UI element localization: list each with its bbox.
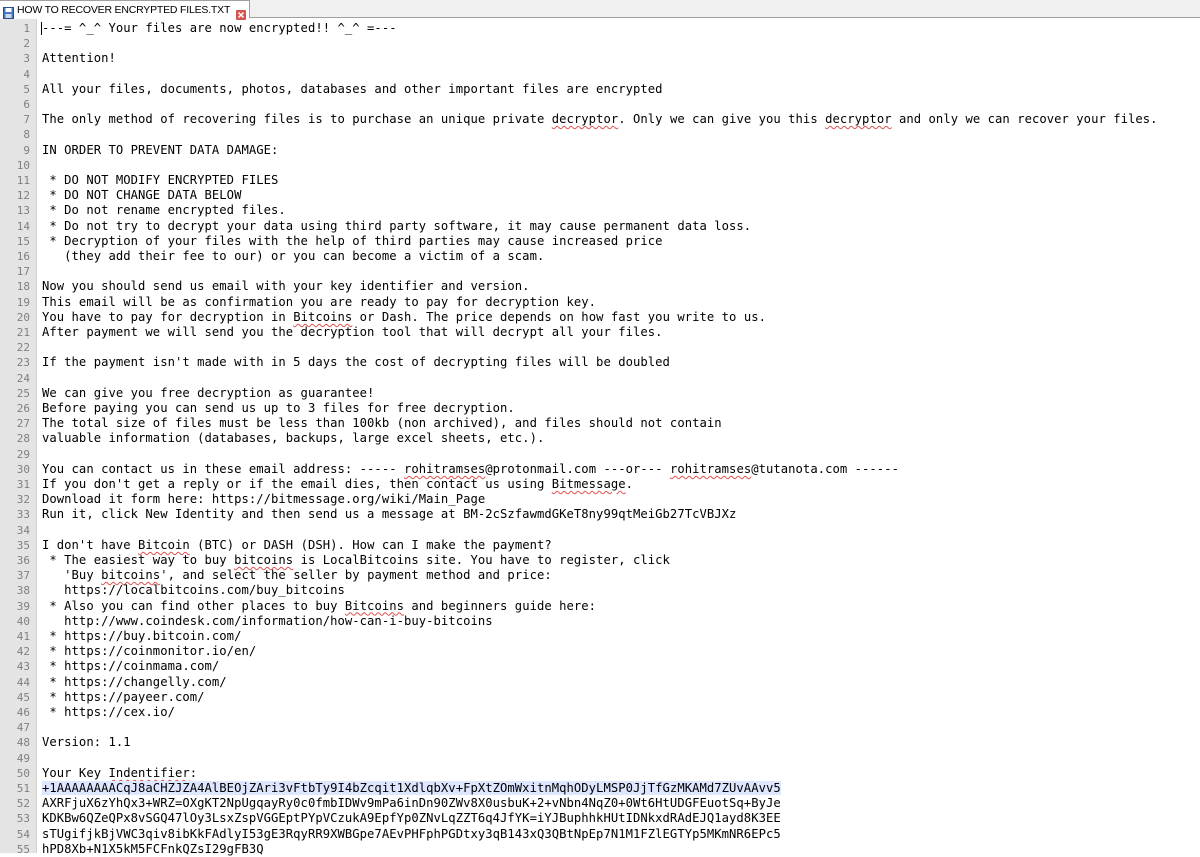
line-number: 24 <box>16 371 30 385</box>
text-segment: ---= ^_^ Your files are now encrypted!! ^_^ =--- <box>42 21 397 35</box>
misspelled-word: Bitcoin <box>138 537 190 552</box>
text-segment: We can give you free decryption as guarantee! <box>42 385 375 400</box>
text-segment: https://localbitcoins.com/buy_bitcoins <box>42 583 345 598</box>
text-segment: * Do not rename encrypted files. <box>42 203 286 218</box>
line-number: 48 <box>16 736 30 750</box>
line-number: 37 <box>16 569 30 583</box>
line-number: 16 <box>16 250 30 263</box>
text-segment: * Decryption of your files with the help of third parties may cause increased price <box>42 233 663 248</box>
line-number: 52 <box>16 797 30 811</box>
line-number: 31 <box>16 478 30 491</box>
editor-line[interactable] <box>0 51 1200 66</box>
line-number: 32 <box>16 493 30 507</box>
floppy-save-icon <box>3 4 14 16</box>
line-number: 27 <box>16 417 30 431</box>
text-segment: Before paying you can send us up to 3 files for free decryption. <box>42 401 515 415</box>
line-number: 19 <box>16 295 30 309</box>
line-text <box>42 21 397 36</box>
line-number: 38 <box>16 584 30 598</box>
text-segment: @protonmail.com ---or--- <box>485 461 670 476</box>
text-segment: 'Buy <box>42 568 102 583</box>
line-number: 45 <box>16 690 30 704</box>
editor-line[interactable] <box>0 112 1200 127</box>
editor-line[interactable] <box>0 811 1200 826</box>
text-segment: ', and select the seller by payment method and price: <box>160 568 552 583</box>
misspelled-word: rohitramses <box>404 461 486 476</box>
text-segment: (BTC) or DASH (DSH). How can I make the payment? <box>189 537 552 552</box>
text-segment: You can contact us in these email address: ----- <box>42 461 404 476</box>
editor-line[interactable] <box>0 599 1200 614</box>
text-segment: . Only we can give you this <box>618 112 826 127</box>
text-segment: sTUgifjkBjVWC3qiv8ibKkFAdlyI53gE3RqyRR9XWBGpe7AEvPHFphPGDtxy3qB143xQ3QBtNpEp7N1M1FZlEGTYp5MKmNR6EPc5 <box>42 826 781 841</box>
line-number: 53 <box>16 812 30 826</box>
line-text <box>42 644 256 659</box>
line-text <box>42 492 485 507</box>
line-number: 47 <box>16 721 30 735</box>
line-text <box>42 583 345 598</box>
editor-line[interactable] <box>0 219 1200 234</box>
line-text <box>42 614 493 629</box>
editor-line[interactable] <box>0 401 1200 416</box>
text-segment: Version: 1.1 <box>42 735 131 750</box>
misspelled-word: bitcoins <box>101 568 161 583</box>
line-text <box>42 735 131 750</box>
line-number: 25 <box>16 386 30 400</box>
line-text <box>42 143 278 158</box>
text-segment: The total size of files must be less than 100kb (non archived), and files should not contain <box>42 416 722 431</box>
text-segment: http://www.coindesk.com/information/how-can-i-buy-bitcoins <box>42 613 493 628</box>
editor-line[interactable] <box>0 447 1200 462</box>
line-number: 14 <box>16 219 30 233</box>
line-number: 35 <box>16 538 30 552</box>
line-number: 5 <box>23 82 30 96</box>
line-number: 22 <box>16 341 30 355</box>
line-text <box>42 355 670 370</box>
line-text <box>42 325 663 340</box>
text-segment: * Also you can find other places to buy <box>42 598 345 613</box>
text-editor[interactable] <box>0 19 1200 856</box>
text-segment: If the payment isn't made with in 5 days the cost of decrypting files will be doubled <box>42 355 670 370</box>
text-segment: The only method of recovering files is to purchase an unique private <box>42 112 552 127</box>
text-segment: * https://changelly.com/ <box>42 674 227 689</box>
line-text <box>42 112 1158 127</box>
editor-line[interactable] <box>0 386 1200 401</box>
line-text <box>42 705 175 720</box>
line-number: 36 <box>16 554 30 567</box>
text-segment: KDKBw6QZeQPx8vSGQ47lOy3LsxZspVGGEptPYpVCzukA9EpfYp0ZNvLqZZT6q4JfYK=iYJBuphhkHUtIDNkxdRAdEJQ1ayd8K3EE <box>42 811 781 826</box>
misspelled-word: Bitmessage <box>551 477 626 491</box>
misspelled-word: Bitcoins <box>344 598 404 613</box>
line-number: 30 <box>16 462 30 476</box>
editor-line[interactable] <box>0 583 1200 598</box>
editor-line[interactable] <box>0 553 1200 568</box>
text-segment: * DO NOT CHANGE DATA BELOW <box>42 188 242 203</box>
line-text <box>42 568 552 583</box>
editor-line[interactable] <box>0 21 1200 36</box>
editor-line[interactable] <box>0 614 1200 629</box>
misspelled-word: bitcoins <box>234 553 294 567</box>
misspelled-word: Bitcoins <box>293 309 353 324</box>
line-number: 23 <box>16 356 30 370</box>
line-text <box>42 477 633 492</box>
line-number: 8 <box>23 128 30 142</box>
editor-line[interactable] <box>0 173 1200 188</box>
tab-bar <box>0 0 1200 18</box>
editor-line[interactable] <box>0 690 1200 705</box>
line-text <box>42 462 899 477</box>
text-segment: * https://coinmonitor.io/en/ <box>42 644 257 659</box>
editor-line[interactable] <box>0 82 1200 97</box>
text-segment: * The easiest way to buy <box>42 553 235 567</box>
editor-line[interactable] <box>0 249 1200 264</box>
line-number: 4 <box>23 67 30 81</box>
line-number: 13 <box>16 204 30 218</box>
editor-line[interactable] <box>0 735 1200 750</box>
line-number: 9 <box>23 143 30 157</box>
editor-line[interactable] <box>0 842 1200 857</box>
line-text <box>42 279 530 294</box>
line-text <box>42 811 781 826</box>
text-segment: Now you should send us email with your key identifier and version. <box>42 279 530 294</box>
text-segment: Attention! <box>42 51 116 66</box>
editor-line[interactable] <box>0 279 1200 294</box>
line-number: 29 <box>16 447 30 461</box>
editor-line[interactable] <box>0 67 1200 82</box>
text-segment: Download it form here: https://bitmessage.org/wiki/Main_Page <box>42 492 486 507</box>
editor-line[interactable] <box>0 477 1200 492</box>
text-segment: and only we can recover your files. <box>891 112 1158 127</box>
line-number: 28 <box>16 432 30 446</box>
text-segment: . <box>625 477 634 491</box>
line-text <box>42 295 596 310</box>
line-text <box>42 781 781 796</box>
editor-line[interactable] <box>0 644 1200 659</box>
line-number: 18 <box>16 280 30 294</box>
text-segment: After payment we will send you the decryption tool that will decrypt all your files. <box>42 325 663 339</box>
text-segment: is LocalBitcoins site. You have to register, click <box>293 553 670 567</box>
line-number: 15 <box>16 234 30 248</box>
editor-line[interactable] <box>0 629 1200 644</box>
line-number: 50 <box>16 766 30 780</box>
line-number: 6 <box>23 98 30 111</box>
editor-line[interactable] <box>0 766 1200 781</box>
text-segment: Run it, click New Identity and then send us a message at BM-2cSzfawmdGKeT8ny99qtMeiGb27TcVBJXz <box>42 507 737 522</box>
editor-line[interactable] <box>0 507 1200 522</box>
editor-line[interactable] <box>0 492 1200 507</box>
close-icon[interactable] <box>236 5 246 15</box>
line-text <box>42 553 670 568</box>
line-number: 1 <box>23 22 30 35</box>
line-number: 55 <box>16 842 30 856</box>
highlighted-text: +1AAAAAAAACqJ8aCHZJZA4AlBEOjZAri3vFtbTy9I4bZcqit1XdlqbXv+FpXtZOmWxitnMqhODyLMSP0JjTfGzMKAMd7ZUvAAvv5 <box>42 781 781 795</box>
line-number: 44 <box>16 675 30 689</box>
editor-line[interactable] <box>0 538 1200 553</box>
editor-line[interactable] <box>0 523 1200 538</box>
line-number: 40 <box>16 614 30 628</box>
editor-line[interactable] <box>0 416 1200 431</box>
line-number: 12 <box>16 189 30 203</box>
line-text <box>42 51 116 66</box>
line-text <box>42 416 722 431</box>
line-number: 11 <box>16 174 30 187</box>
editor-line[interactable] <box>0 355 1200 370</box>
line-text <box>42 690 205 705</box>
line-text <box>42 203 286 218</box>
line-number: 51 <box>16 782 30 795</box>
line-number: 34 <box>16 523 30 537</box>
editor-line[interactable] <box>0 371 1200 386</box>
editor-line[interactable] <box>0 827 1200 842</box>
line-text <box>42 386 374 401</box>
misspelled-word: rohitramses <box>669 461 752 476</box>
text-segment: IN ORDER TO PREVENT DATA DAMAGE: <box>42 142 279 157</box>
editor-line[interactable] <box>0 796 1200 811</box>
line-number: 41 <box>16 630 30 643</box>
line-text <box>42 234 663 249</box>
text-caret <box>41 22 42 35</box>
text-segment: You have to pay for decryption in <box>42 309 294 324</box>
line-text <box>42 82 663 97</box>
line-text <box>42 827 781 842</box>
editor-line[interactable] <box>0 264 1200 279</box>
line-text <box>42 173 278 188</box>
line-text <box>42 188 241 203</box>
editor-line[interactable] <box>0 720 1200 735</box>
text-segment: * https://payeer.com/ <box>42 689 205 704</box>
line-number: 26 <box>16 402 30 415</box>
editor-line[interactable] <box>0 36 1200 51</box>
editor-line[interactable] <box>0 431 1200 446</box>
text-segment: @tutanota.com ------ <box>751 461 899 476</box>
line-number: 33 <box>16 508 30 522</box>
text-segment: * Do not try to decrypt your data using third party software, it may cause permanent data loss. <box>42 218 752 233</box>
line-number: 17 <box>16 265 30 279</box>
editor-line[interactable] <box>0 127 1200 142</box>
line-text <box>42 766 197 781</box>
editor-line[interactable] <box>0 340 1200 355</box>
line-text <box>42 842 264 857</box>
editor-line[interactable] <box>0 188 1200 203</box>
editor-line[interactable] <box>0 462 1200 477</box>
line-number: 10 <box>16 158 30 172</box>
editor-line[interactable] <box>0 751 1200 766</box>
text-segment: and beginners guide here: <box>404 598 597 613</box>
line-number: 21 <box>16 326 30 339</box>
text-segment: * DO NOT MODIFY ENCRYPTED FILES <box>42 173 279 187</box>
editor-line[interactable] <box>0 295 1200 310</box>
text-segment: : <box>189 765 198 780</box>
text-segment: AXRFjuX6zYhQx3+WRZ=OXgKT2NpUgqayRy0c0fmbIDWv9mPa6inDn90ZWv8X0usbuK+2+vNbn4NqZ0+0Wt6HtUDGFEuotSq+ByJe <box>42 796 781 811</box>
editor-line[interactable] <box>0 203 1200 218</box>
line-text <box>42 659 219 674</box>
editor-line[interactable] <box>0 97 1200 112</box>
editor-line[interactable] <box>0 158 1200 173</box>
text-segment: This email will be as confirmation you are ready to pay for decryption key. <box>42 294 597 309</box>
line-text <box>42 249 544 264</box>
text-segment: * https://cex.io/ <box>42 705 175 719</box>
text-segment: Your Key <box>42 765 109 780</box>
editor-line[interactable] <box>0 705 1200 720</box>
editor-line[interactable] <box>0 675 1200 690</box>
line-number: 2 <box>23 37 30 51</box>
line-text <box>42 675 227 690</box>
editor-line[interactable] <box>0 781 1200 796</box>
text-segment: All your files, documents, photos, databases and other important files are encrypted <box>42 81 663 96</box>
text-segment: If you don't get a reply or if the email dies, then contact us using <box>42 477 552 491</box>
text-segment: * https://buy.bitcoin.com/ <box>42 629 242 643</box>
editor-line[interactable] <box>0 143 1200 158</box>
line-number: 49 <box>16 751 30 765</box>
line-number: 54 <box>16 827 30 841</box>
line-number: 43 <box>16 660 30 674</box>
line-text <box>42 629 241 644</box>
misspelled-word: decryptor <box>551 112 619 127</box>
line-number: 42 <box>16 645 30 659</box>
line-number: 46 <box>16 706 30 719</box>
editor-line[interactable] <box>0 310 1200 325</box>
line-number: 20 <box>16 310 30 324</box>
line-text <box>42 796 781 811</box>
text-segment: I don't have <box>42 537 139 552</box>
text-segment: valuable information (databases, backups, large excel sheets, etc.). <box>42 431 545 446</box>
line-number: 7 <box>23 113 30 127</box>
misspelled-word: Indentifier <box>108 765 190 780</box>
file-tab[interactable] <box>0 0 250 18</box>
editor-line[interactable] <box>0 325 1200 340</box>
text-segment: hPD8Xb+N1X5kM5FCFnkQZsI29gFB3Q <box>42 841 264 856</box>
line-text <box>42 310 766 325</box>
editor-line[interactable] <box>0 234 1200 249</box>
misspelled-word: decryptor <box>825 112 892 127</box>
line-text <box>42 507 736 522</box>
line-text <box>42 219 751 234</box>
editor-line[interactable] <box>0 659 1200 674</box>
line-text <box>42 599 596 614</box>
line-text <box>42 401 515 416</box>
editor-line[interactable] <box>0 568 1200 583</box>
text-segment: or Dash. The price depends on how fast you write to us. <box>352 309 766 324</box>
line-number: 3 <box>23 52 30 66</box>
line-text <box>42 431 544 446</box>
line-number: 39 <box>16 599 30 613</box>
line-text <box>42 538 552 553</box>
text-segment: (they add their fee to our) or you can become a victim of a scam. <box>42 249 545 263</box>
tab-title: HOW TO RECOVER ENCRYPTED FILES.TXT <box>17 3 231 16</box>
text-segment: * https://coinmama.com/ <box>42 659 220 674</box>
